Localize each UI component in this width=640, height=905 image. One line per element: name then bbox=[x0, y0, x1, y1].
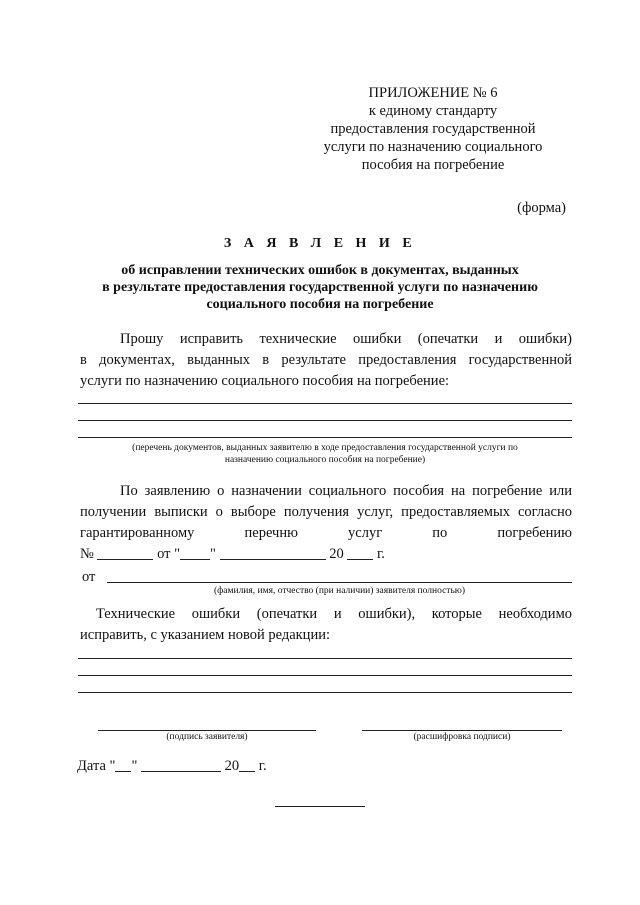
applicant-name-field[interactable] bbox=[107, 582, 572, 583]
date-line bbox=[77, 757, 267, 775]
signature-decoding-caption: (расшифровка подписи) bbox=[413, 732, 511, 742]
request-paragraph bbox=[80, 329, 572, 392]
subtitle-line: об исправлении технических ошибок в документах, выданных bbox=[121, 263, 519, 278]
documents-fill-line[interactable] bbox=[78, 403, 572, 404]
new-edition-fill-line[interactable] bbox=[78, 675, 572, 676]
quote-close: " bbox=[210, 546, 216, 562]
header-line: к единому стандарту bbox=[368, 103, 498, 119]
signature-caption: (подпись заявителя) bbox=[166, 732, 248, 742]
errors-paragraph bbox=[80, 604, 572, 646]
header-line: пособия на погребение bbox=[361, 157, 505, 173]
date-month-field[interactable] bbox=[141, 757, 221, 772]
day-field[interactable] bbox=[180, 545, 210, 560]
application-line: По заявлению о назначении социального пособия на погребение или bbox=[120, 483, 572, 499]
form-label: (форма) bbox=[517, 200, 566, 216]
documents-fill-line[interactable] bbox=[78, 420, 572, 421]
header-line: услуги по назначению социального bbox=[323, 139, 543, 155]
application-line: гарантированному перечню услуг по погребению bbox=[80, 525, 572, 541]
documents-fill-line[interactable] bbox=[78, 437, 572, 438]
month-field[interactable] bbox=[220, 545, 326, 560]
application-line: получении выписки о выборе получения услуг, предоставляемых согласно bbox=[80, 504, 572, 520]
header-line: предоставления государственной bbox=[330, 121, 536, 137]
closing-rule bbox=[275, 806, 365, 807]
date-label: Дата " bbox=[77, 758, 116, 774]
applicant-name-caption: (фамилия, имя, отчество (при наличии) заявителя полностью) bbox=[213, 586, 466, 596]
date-year-prefix: 20 bbox=[224, 758, 240, 774]
request-line: Прошу исправить технические ошибки (опечатки и ошибки) bbox=[120, 331, 572, 347]
caption-line: (перечень документов, выданных заявителю в ходе предоставления государственной услуги по bbox=[132, 443, 518, 453]
document-title: З А Я В Л Е Н И Е bbox=[223, 236, 417, 251]
document-subtitle bbox=[70, 262, 570, 313]
from-date-label: от " bbox=[157, 546, 181, 562]
new-edition-fill-line[interactable] bbox=[78, 692, 572, 693]
from-label: от bbox=[82, 569, 96, 585]
year-suffix: г. bbox=[376, 546, 385, 562]
date-day-field[interactable] bbox=[115, 757, 131, 772]
new-edition-fill-line[interactable] bbox=[78, 658, 572, 659]
appendix-header bbox=[318, 84, 548, 174]
subtitle-line: социального пособия на погребение bbox=[206, 297, 434, 312]
date-year-suffix: г. bbox=[258, 758, 267, 774]
application-paragraph bbox=[80, 481, 572, 565]
request-line: услуги по назначению социального пособия на погребение: bbox=[80, 373, 450, 389]
application-number-field[interactable] bbox=[97, 545, 153, 560]
application-number-line bbox=[80, 544, 572, 565]
request-line: в документах, выданных в результате предоставления государственной bbox=[80, 352, 572, 368]
date-year-field[interactable] bbox=[239, 757, 255, 772]
errors-line: Технические ошибки (опечатки и ошибки), которые необходимо bbox=[96, 606, 572, 622]
year-field[interactable] bbox=[347, 545, 373, 560]
header-line: ПРИЛОЖЕНИЕ № 6 bbox=[368, 85, 498, 101]
year-prefix: 20 bbox=[329, 546, 344, 562]
documents-caption bbox=[78, 442, 572, 466]
caption-line: назначению социального пособия на погребение) bbox=[224, 455, 426, 465]
number-sign: № bbox=[80, 546, 94, 562]
errors-line: исправить, с указанием новой редакции: bbox=[80, 627, 330, 643]
subtitle-line: в результате предоставления государственной услуги по назначению bbox=[102, 280, 538, 295]
quote-close: " bbox=[131, 758, 138, 774]
